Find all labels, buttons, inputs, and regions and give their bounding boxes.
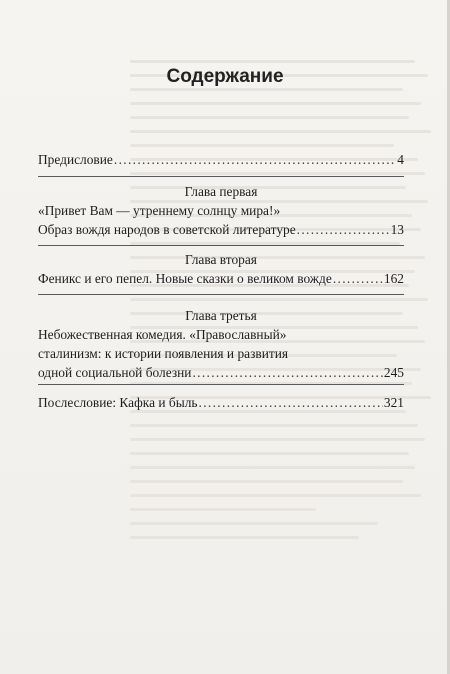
toc-entry-chapter-3[interactable] [38, 306, 404, 382]
chapter-heading: Глава первая [184, 184, 258, 199]
chapter-title-line: Небожественная комедия. «Православный» [38, 327, 287, 342]
page-number: 245 [383, 365, 404, 380]
section-divider [38, 245, 404, 246]
chapter-title-line: Образ вождя народов в советской литературе [38, 222, 296, 237]
leader-dots [297, 220, 390, 239]
chapter-title-line: «Привет Вам — утреннему солнцу мира!» [38, 203, 281, 218]
toc-entry-chapter-1[interactable] [38, 182, 404, 239]
page-number: 162 [383, 271, 404, 286]
chapter-title-line: одной социальной болезни [38, 365, 192, 380]
page-number: 321 [383, 395, 404, 410]
page-number: 4 [397, 152, 404, 167]
section-divider [38, 384, 404, 385]
leader-dots [192, 363, 382, 382]
toc-entry-label: Послесловие: Кафка и быль [38, 395, 198, 410]
section-divider [38, 294, 404, 295]
toc-entry-preface[interactable] [38, 150, 404, 169]
toc-entry-chapter-2[interactable] [38, 250, 404, 288]
chapter-heading: Глава вторая [185, 252, 257, 267]
chapter-title-line: сталинизм: к истории появления и развития [38, 346, 289, 361]
leader-dots [199, 393, 383, 412]
page-title: Содержание [166, 66, 284, 87]
page-number: 13 [390, 222, 404, 237]
chapter-title-line: Феникс и его пепел. Новые сказки о великом вожде [38, 271, 332, 286]
section-divider [38, 176, 404, 177]
leader-dots [333, 269, 383, 288]
chapter-heading: Глава третья [185, 308, 257, 323]
toc-entry-label: Предисловие [38, 152, 113, 167]
leader-dots [114, 150, 396, 169]
toc-entry-afterword[interactable] [38, 393, 404, 412]
